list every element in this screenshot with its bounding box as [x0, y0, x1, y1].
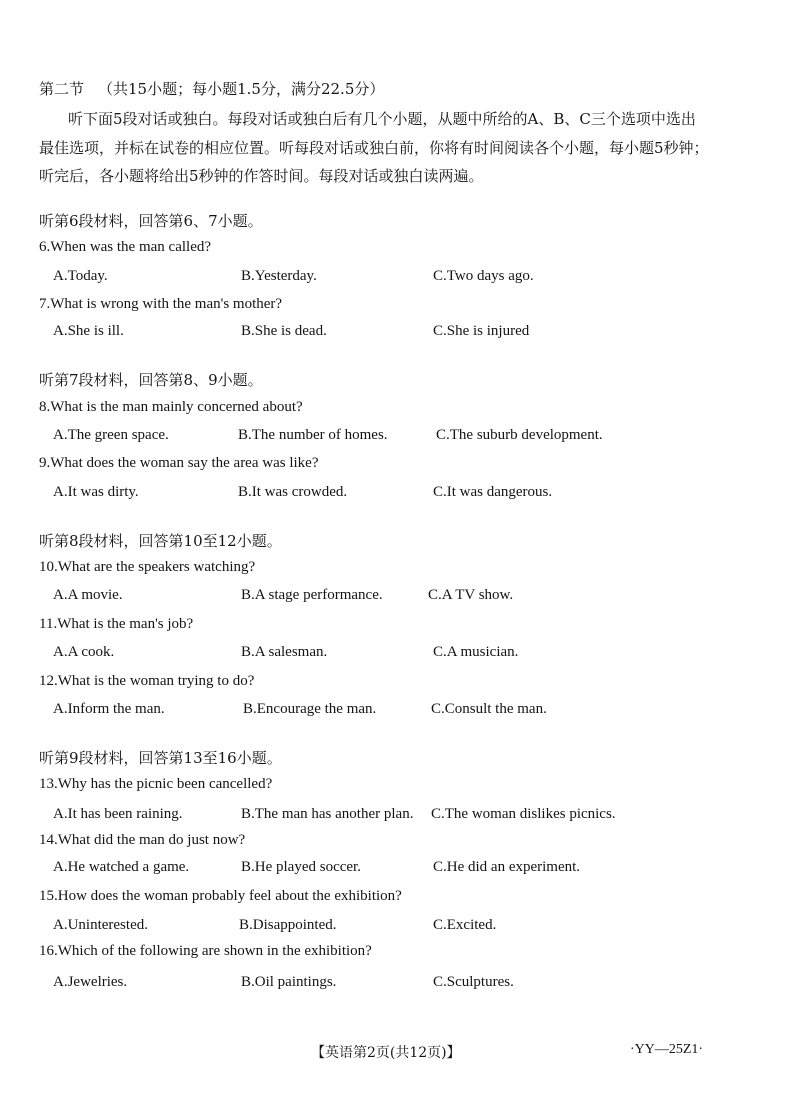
instruction-line-2: 最佳选项，并标在试卷的相应位置。听每段对话或独白前，你将有时间阅读各个小题，每小题5秒钟； — [39, 139, 709, 157]
option-a: A.It was dirty. — [53, 484, 139, 500]
question-stem: 9.What does the woman say the area was like? — [39, 455, 319, 471]
option-c: C.A musician. — [433, 644, 519, 660]
page-footer-label: 【英语第2页(共12页)】 — [311, 1045, 461, 1061]
option-a: A.The green space. — [53, 427, 169, 443]
section-rule: （共15小题；每小题1.5分，满分22.5分） — [98, 80, 385, 98]
option-a: A.A movie. — [53, 587, 123, 603]
option-a: A.Uninterested. — [53, 917, 148, 933]
option-c: C.Consult the man. — [431, 701, 547, 717]
option-c: C.Sculptures. — [433, 974, 514, 990]
option-a: A.Jewelries. — [53, 974, 128, 990]
question-stem: 7.What is wrong with the man's mother? — [39, 296, 283, 312]
option-a: A.A cook. — [53, 644, 115, 660]
option-a: A.Today. — [53, 268, 108, 284]
question-stem: 13.Why has the picnic been cancelled? — [39, 776, 273, 792]
group-heading: 听第6段材料，回答第6、7小题。 — [39, 212, 263, 230]
option-c: C.Two days ago. — [433, 268, 534, 284]
option-b: B.Yesterday. — [241, 268, 317, 284]
section-header — [39, 78, 384, 99]
question-stem: 12.What is the woman trying to do? — [39, 673, 255, 689]
exam-code: ·YY—25Z1· — [630, 1042, 704, 1057]
option-c: C.She is injured — [433, 323, 530, 339]
group-heading: 听第8段材料，回答第10至12小题。 — [39, 532, 282, 550]
question-stem: 16.Which of the following are shown in the exhibition? — [39, 943, 372, 959]
group-heading: 听第7段材料，回答第8、9小题。 — [39, 371, 263, 389]
question-stem: 10.What are the speakers watching? — [39, 559, 256, 575]
group-heading: 听第9段材料，回答第13至16小题。 — [39, 749, 282, 767]
option-c: C.A TV show. — [428, 587, 514, 603]
option-b: B.A salesman. — [241, 644, 328, 660]
option-b: B.The number of homes. — [238, 427, 388, 443]
option-b: B.Disappointed. — [239, 917, 337, 933]
option-b: B.He played soccer. — [241, 859, 361, 875]
option-c: C.Excited. — [433, 917, 497, 933]
option-b: B.The man has another plan. — [241, 806, 414, 822]
option-c: C.He did an experiment. — [433, 859, 581, 875]
option-a: A.He watched a game. — [53, 859, 190, 875]
option-a: A.It has been raining. — [53, 806, 183, 822]
option-b: B.A stage performance. — [241, 587, 383, 603]
option-b: B.Encourage the man. — [243, 701, 377, 717]
question-stem: 11.What is the man's job? — [39, 616, 194, 632]
option-b: B.It was crowded. — [238, 484, 348, 500]
instruction-line-1: 听下面5段对话或独白。每段对话或独白后有几个小题，从题中所给的A、B、C三个选项中选出 — [68, 110, 696, 128]
option-b: B.She is dead. — [241, 323, 327, 339]
option-b: B.Oil paintings. — [241, 974, 337, 990]
option-c: C.The suburb development. — [436, 427, 603, 443]
option-a: A.Inform the man. — [53, 701, 165, 717]
section-title: 第二节 — [39, 80, 85, 98]
instruction-line-3: 听完后，各小题将给出5秒钟的作答时间。每段对话或独白读两遍。 — [39, 167, 484, 185]
option-c: C.The woman dislikes picnics. — [431, 806, 616, 822]
option-a: A.She is ill. — [53, 323, 124, 339]
question-stem: 8.What is the man mainly concerned about? — [39, 399, 303, 415]
option-c: C.It was dangerous. — [433, 484, 553, 500]
question-stem: 14.What did the man do just now? — [39, 832, 246, 848]
question-stem: 6.When was the man called? — [39, 239, 212, 255]
question-stem: 15.How does the woman probably feel about the exhibition? — [39, 888, 402, 904]
